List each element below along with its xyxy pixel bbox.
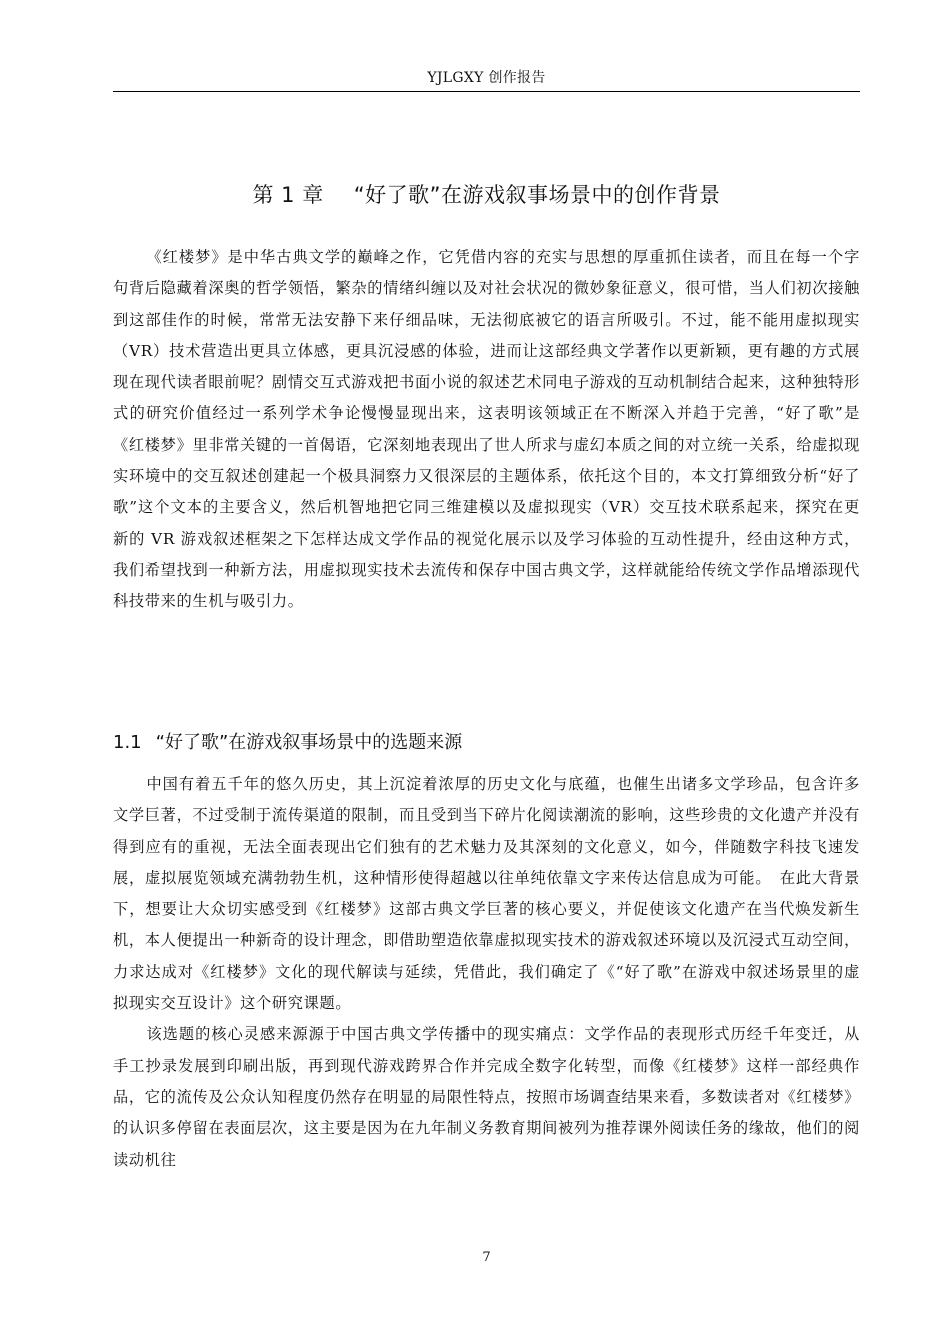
section-paragraph: 中国有着五千年的悠久历史，其上沉淀着浓厚的历史文化与底蕴，也催生出诸多文学珍品，包含许多文学巨著，不过受制于流传渠道的限制，而且受到当下碎片化阅读潮流的影响，这些珍贵的文化遗产并没有得到应有的重视，无法全面表现出它们独有的艺术魅力及其深刻的文化意义，如今，伴随数字科技飞速发展，虚拟展览领域充满勃勃生机，这种情形使得超越以往单纯依靠文字来传达信息成为可能。 在此大背景下，想要让大众切实感受到《红楼梦》这部古典文学巨著的核心要义，并促使该文化遗产在当代焕发新生机，本人便提出一种新奇的设计理念，即借助塑造依靠虚拟现实技术的游戏叙述环境以及沉浸式互动空间，力求达成对《红楼梦》文化的现代解读与延续，凭借此，我们确定了《“好了歌”在游戏中叙述场景里的虚拟现实交互设计》这个研究课题。 [113,775,860,1013]
header-rule [113,91,860,92]
chapter-heading [113,180,860,210]
chapter-number: 第 1 章 [252,183,324,207]
section-heading [113,729,860,757]
intro-text [113,242,860,618]
section-title: “好了歌”在游戏叙事场景中的选题来源 [155,732,463,753]
section-number: 1.1 [113,732,142,753]
chapter-title: “好了歌”在游戏叙事场景中的创作背景 [353,183,721,207]
page-number: 7 [482,1250,491,1265]
section-paragraph: 该选题的核心灵感来源源于中国古典文学传播中的现实痛点：文学作品的表现形式历经千年变迁，从手工抄录发展到印刷出版，再到现代游戏跨界合作并完成全数字化转型，而像《红楼梦》这样一部经典作品，它的流传及公众认知程度仍然存在明显的局限性特点，按照市场调查结果来看，多数读者对《红楼梦》的认识多停留在表面层次，这主要是因为在九年制义务教育期间被列为推荐课外阅读任务的缘故，他们的阅读动机往 [113,1025,860,1169]
running-header: YJLGXY 创作报告 [427,70,546,86]
intro-paragraph: 《红楼梦》是中华古典文学的巅峰之作，它凭借内容的充实与思想的厚重抓住读者，而且在每一个字句背后隐藏着深奥的哲学领悟，繁杂的情绪纠缠以及对社会状况的微妙象征意义，很可惜，当人们初次接触到这部佳作的时候，常常无法安静下来仔细品味，无法彻底被它的语言所吸引。不过，能不能用虚拟现实（VR）技术营造出更具立体感，更具沉浸感的体验，进而让这部经典文学著作以更新颖，更有趣的方式展现在现代读者眼前呢？剧情交互式游戏把书面小说的叙述艺术同电子游戏的互动机制结合起来，这种独特形式的研究价值经过一系列学术争论慢慢显现出来，这表明该领域正在不断深入并趋于完善，“好了歌”是《红楼梦》里非常关键的一首偈语，它深刻地表现出了世人所求与虚幻本质之间的对立统一关系，给虚拟现实环境中的交互叙述创建起一个极具洞察力又很深层的主题体系，依托这个目的，本文打算细致分析“好了歌”这个文本的主要含义，然后机智地把它同三维建模以及虚拟现实（VR）交互技术联系起来，探究在更新的 VR 游戏叙述框架之下怎样达成文学作品的视觉化展示以及学习体验的互动性提升，经由这种方式，我们希望找到一种新方法，用虚拟现实技术去流传和保存中国古典文学，这样就能给传统文学作品增添现代科技带来的生机与吸引力。 [113,248,860,611]
section-text [113,769,860,1176]
